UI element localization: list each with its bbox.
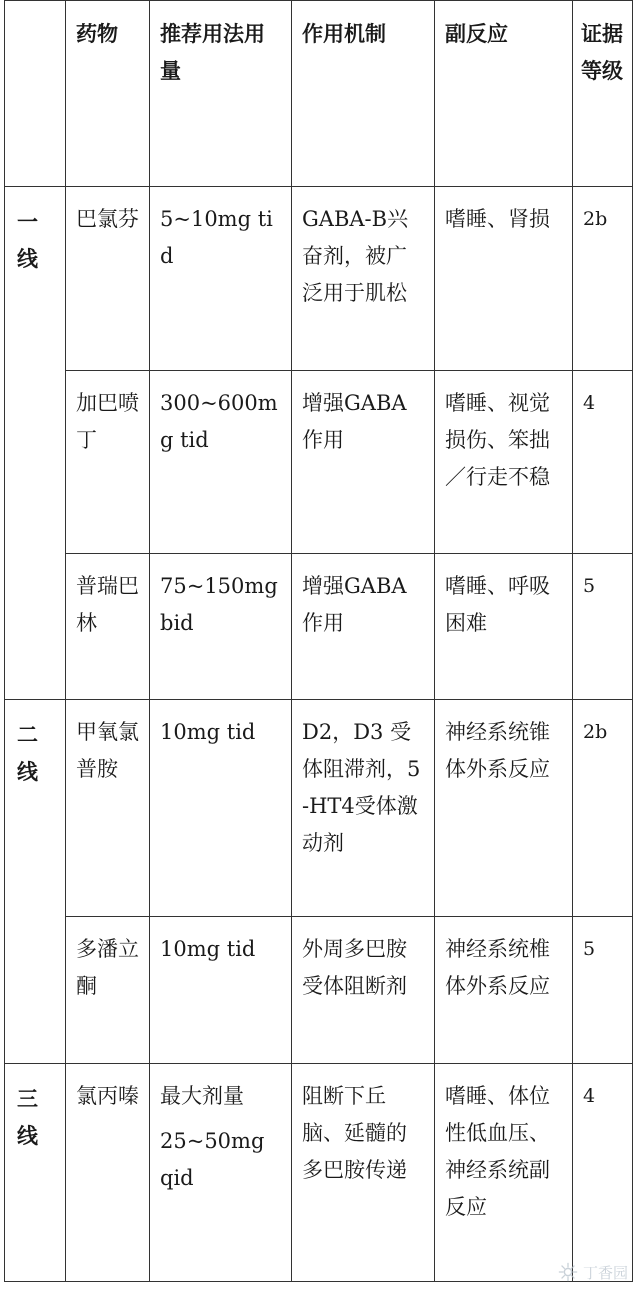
dosage-cell: 300~600mg tid: [150, 371, 292, 554]
evidence-cell: 2b: [573, 187, 633, 371]
evidence-cell: 4: [573, 371, 633, 554]
table-row: [5, 700, 633, 917]
mechanism-cell: D2，D3 受体阻滞剂，5-HT4受体激动剂: [292, 700, 435, 917]
drug-cell: 甲氧氯普胺: [66, 700, 150, 917]
header-side-effects: 副反应: [435, 1, 573, 187]
drug-cell: 普瑞巴林: [66, 554, 150, 700]
drug-table: [4, 0, 633, 1282]
evidence-cell: 5: [573, 554, 633, 700]
mechanism-cell: 外周多巴胺受体阻断剂: [292, 917, 435, 1064]
drug-cell: 加巴喷丁: [66, 371, 150, 554]
header-evidence: 证据等级: [573, 1, 633, 187]
side-effects-cell: 神经系统锥体外系反应: [435, 700, 573, 917]
side-effects-cell: 嗜睡、呼吸困难: [435, 554, 573, 700]
line-label-first: 一线: [5, 187, 66, 700]
line-label-third: 三线: [5, 1064, 66, 1282]
side-effects-cell: 嗜睡、视觉损伤、笨拙／行走不稳: [435, 371, 573, 554]
header-row: [5, 1, 633, 187]
side-effects-cell: 嗜睡、肾损: [435, 187, 573, 371]
line-label-second: 二线: [5, 700, 66, 1064]
header-line: [5, 1, 66, 187]
header-mechanism: 作用机制: [292, 1, 435, 187]
evidence-cell: 2b: [573, 700, 633, 917]
dosage-extra: 25~50mg qid: [160, 1129, 265, 1190]
evidence-cell: 5: [573, 917, 633, 1064]
table-row: [5, 917, 633, 1064]
side-effects-cell: 嗜睡、体位性低血压、神经系统副反应: [435, 1064, 573, 1282]
table-row: [5, 1064, 633, 1282]
table-row: [5, 187, 633, 371]
dosage-cell: 10mg tid: [150, 917, 292, 1064]
dosage-cell: 5~10mg tid: [150, 187, 292, 371]
dxy-logo-icon: [557, 1261, 579, 1283]
dosage-cell: 75~150mg bid: [150, 554, 292, 700]
watermark: [557, 1261, 628, 1283]
mechanism-cell: GABA-B兴奋剂，被广泛用于肌松: [292, 187, 435, 371]
watermark-text: 丁香园: [582, 1263, 628, 1282]
header-drug: 药物: [66, 1, 150, 187]
header-dosage: 推荐用法用量: [150, 1, 292, 187]
evidence-cell: 4: [573, 1064, 633, 1282]
mechanism-cell: 增强GABA 作用: [292, 371, 435, 554]
drug-cell: 巴氯芬: [66, 187, 150, 371]
mechanism-cell: 阻断下丘脑、延髓的多巴胺传递: [292, 1064, 435, 1282]
mechanism-cell: 增强GABA 作用: [292, 554, 435, 700]
dosage-cell: 10mg tid: [150, 700, 292, 917]
dosage-cell: [150, 1064, 292, 1282]
dosage-main: 最大剂量: [160, 1084, 244, 1108]
table-row: [5, 371, 633, 554]
drug-cell: 多潘立酮: [66, 917, 150, 1064]
table-row: [5, 554, 633, 700]
drug-cell: 氯丙嗪: [66, 1064, 150, 1282]
side-effects-cell: 神经系统椎体外系反应: [435, 917, 573, 1064]
